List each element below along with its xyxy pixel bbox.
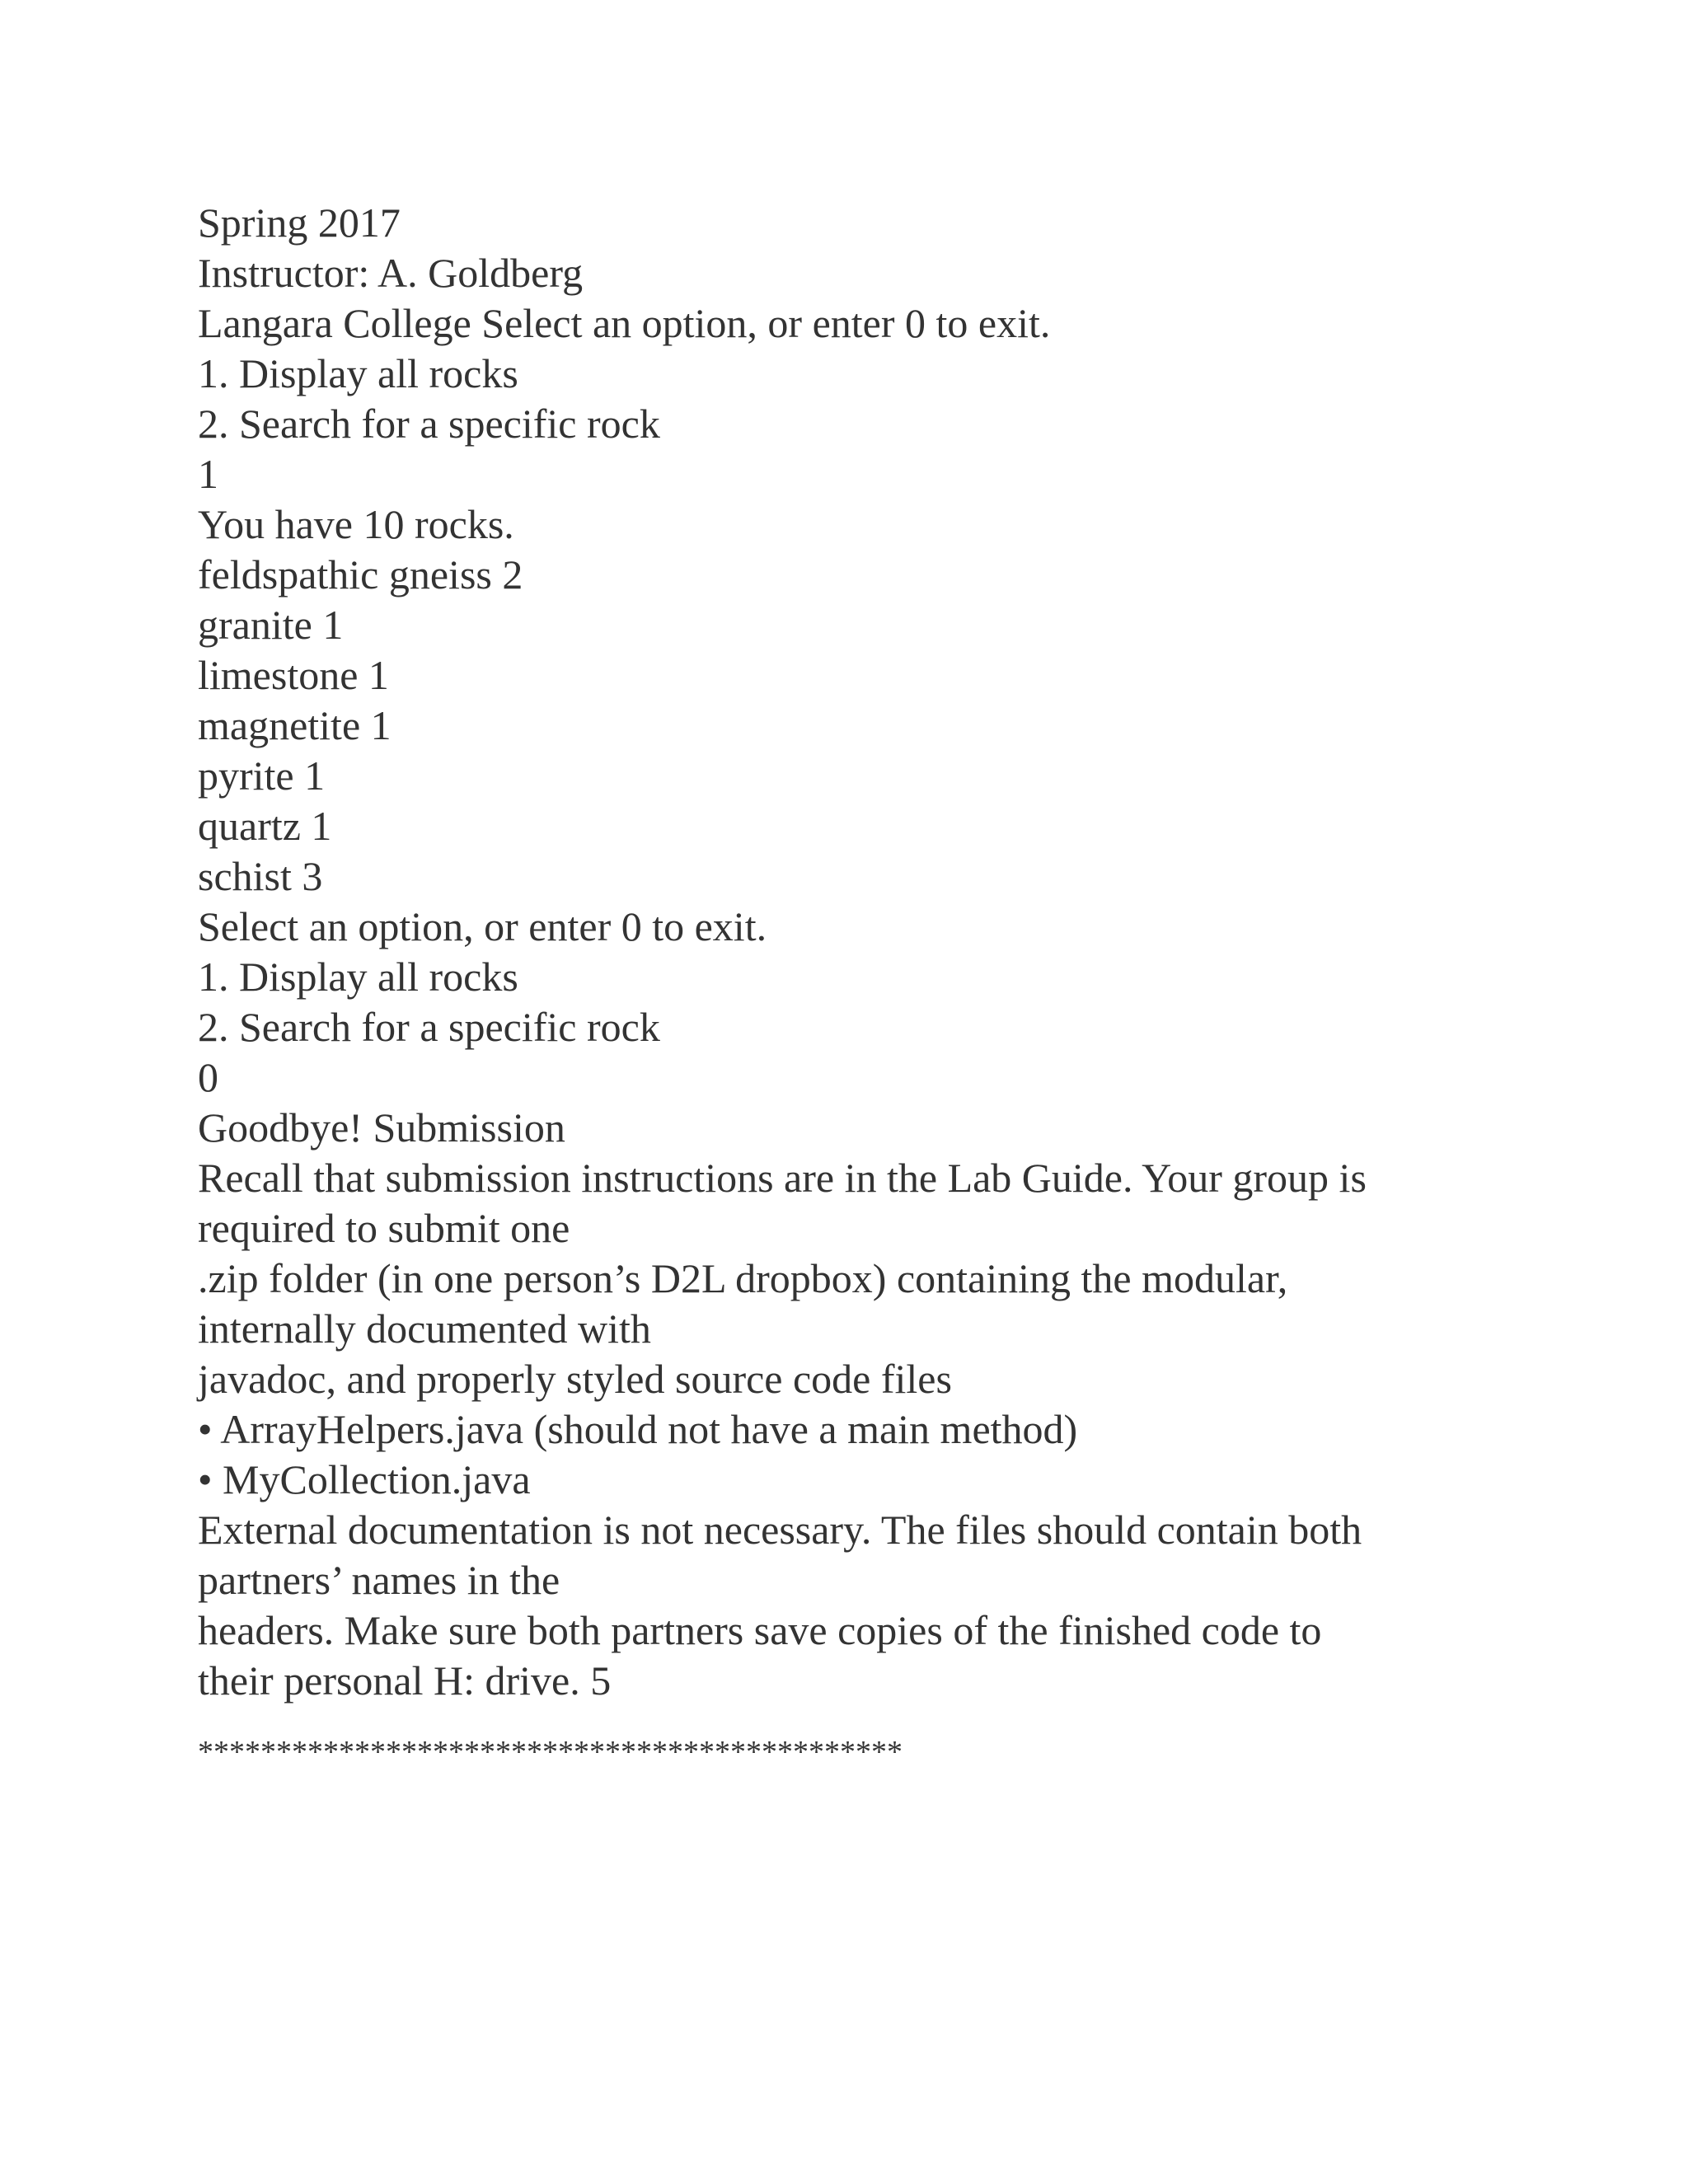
college-menu-prompt-line: Langara College Select an option, or enter 0 to exit. (198, 300, 1051, 346)
documentation-paragraph-line: External documentation is not necessary. The files should contain both (198, 1507, 1362, 1553)
submission-paragraph-line: javadoc, and properly styled source code files (198, 1356, 952, 1402)
rock-list-item: feldspathic gneiss 2 (198, 551, 523, 598)
user-input-line: 0 (198, 1054, 218, 1100)
menu-option-2: 2. Search for a specific rock (198, 401, 660, 447)
rock-list-item: limestone 1 (198, 652, 389, 698)
bullet-item: • ArrayHelpers.java (should not have a main method) (198, 1406, 1078, 1452)
goodbye-submission-line: Goodbye! Submission (198, 1104, 565, 1151)
menu-prompt-line: Select an option, or enter 0 to exit. (198, 903, 767, 949)
submission-paragraph-line: .zip folder (in one person’s D2L dropbox) containing the modular, (198, 1255, 1288, 1301)
menu-option-1: 1. Display all rocks (198, 954, 518, 1000)
documentation-paragraph-line: partners’ names in the (198, 1557, 560, 1603)
document-body (198, 198, 1467, 1706)
menu-option-2: 2. Search for a specific rock (198, 1004, 660, 1050)
menu-option-1: 1. Display all rocks (198, 350, 518, 396)
bullet-item: • MyCollection.java (198, 1456, 531, 1502)
rock-list-item: quartz 1 (198, 803, 332, 849)
rock-count-line: You have 10 rocks. (198, 501, 514, 547)
rock-list-item: schist 3 (198, 853, 323, 899)
submission-paragraph-line: internally documented with (198, 1305, 651, 1352)
rock-list-item: granite 1 (198, 602, 344, 648)
documentation-paragraph-line: headers. Make sure both partners save copies of the finished code to (198, 1607, 1322, 1653)
submission-paragraph-line: Recall that submission instructions are in the Lab Guide. Your group is (198, 1155, 1367, 1201)
documentation-paragraph-line: their personal H: drive. 5 (198, 1657, 612, 1704)
submission-paragraph-line: required to submit one (198, 1205, 570, 1251)
term-line: Spring 2017 (198, 199, 401, 246)
rock-list-item: pyrite 1 (198, 752, 326, 799)
instructor-line: Instructor: A. Goldberg (198, 250, 584, 296)
rock-list-item: magnetite 1 (198, 702, 392, 748)
asterisk-separator: ********************************************* (198, 1735, 903, 1769)
user-input-line: 1 (198, 451, 218, 497)
